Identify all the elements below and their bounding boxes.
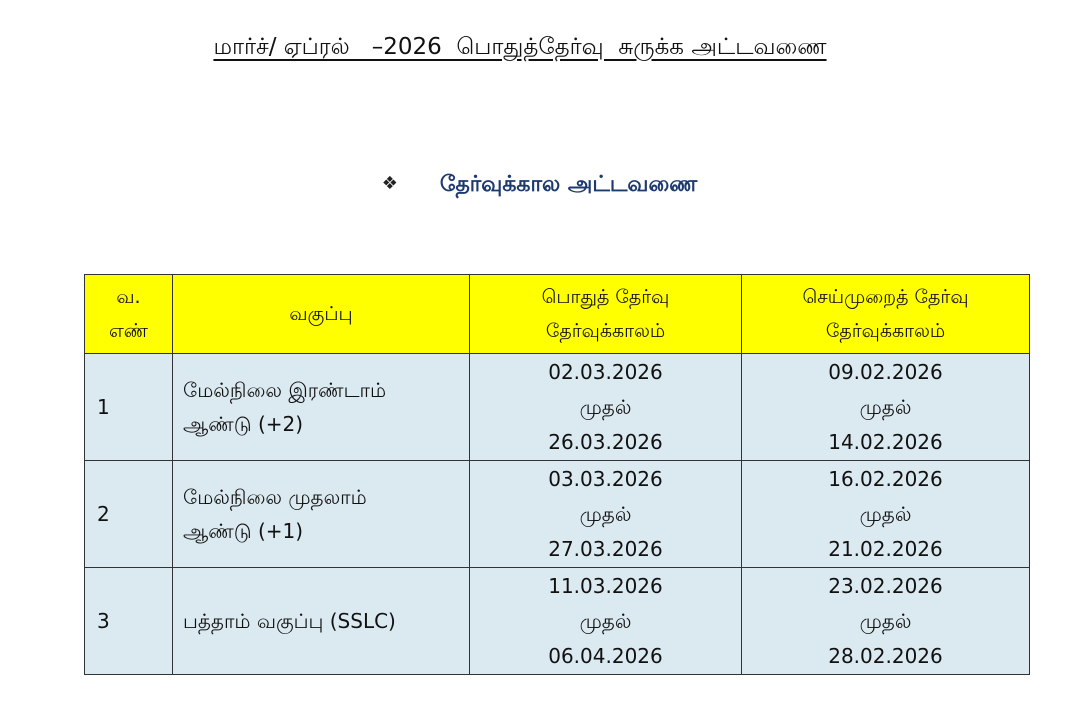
header-practical-exam-period: செய்முறைத் தேர்வு தேர்வுக்காலம் (742, 275, 1030, 354)
header-serial-number: வ. எண் (85, 275, 173, 354)
section-heading (0, 172, 1079, 200)
table-header-row (85, 275, 1030, 354)
exam-schedule-table (84, 274, 1030, 675)
practical-exam-dates-cell: 23.02.2026 முதல் 28.02.2026 (742, 568, 1030, 675)
table-row (85, 568, 1030, 675)
header-class: வகுப்பு (173, 275, 470, 354)
table-row (85, 461, 1030, 568)
serial-number-cell: 1 (85, 354, 173, 461)
diamond-bullet-icon: ❖ (381, 173, 398, 194)
public-exam-dates-cell: 03.03.2026 முதல் 27.03.2026 (470, 461, 742, 568)
header-public-exam-period: பொதுத் தேர்வு தேர்வுக்காலம் (470, 275, 742, 354)
serial-number-cell: 2 (85, 461, 173, 568)
section-heading-text: தேர்வுக்கால அட்டவணை (439, 172, 698, 197)
page-title: மார்ச்/ ஏப்ரல் –2026 பொதுத்தேர்வு சுருக்க அட்டவணை (213, 34, 827, 60)
public-exam-dates-cell: 02.03.2026 முதல் 26.03.2026 (470, 354, 742, 461)
class-cell: பத்தாம் வகுப்பு (SSLC) (173, 568, 470, 675)
public-exam-dates-cell: 11.03.2026 முதல் 06.04.2026 (470, 568, 742, 675)
table-row (85, 354, 1030, 461)
practical-exam-dates-cell: 09.02.2026 முதல் 14.02.2026 (742, 354, 1030, 461)
class-cell: மேல்நிலை இரண்டாம் ஆண்டு (+2) (173, 354, 470, 461)
serial-number-cell: 3 (85, 568, 173, 675)
class-cell: மேல்நிலை முதலாம் ஆண்டு (+1) (173, 461, 470, 568)
practical-exam-dates-cell: 16.02.2026 முதல் 21.02.2026 (742, 461, 1030, 568)
